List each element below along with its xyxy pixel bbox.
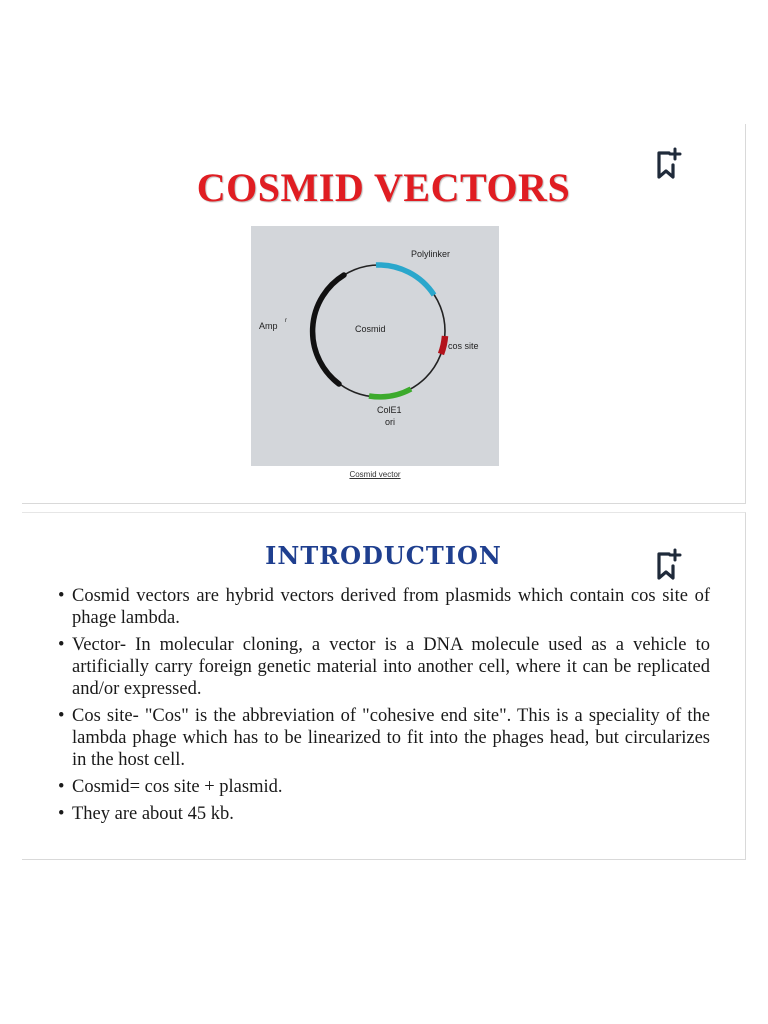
cosmid-diagram — [251, 226, 499, 466]
save-slide-button[interactable] — [650, 144, 690, 184]
bullet-item: • Cosmid= cos site + plasmid. — [58, 776, 710, 798]
bullet-item: • Cos site- "Cos" is the abbreviation of "cohesive end site". This is a speciality of the lambda phage which has to be linearized to fit into the phages head, but circularizes in the host cell. — [58, 705, 710, 771]
slide-introduction — [22, 512, 746, 860]
cole1-ori-arc — [369, 389, 411, 397]
diagram-caption — [251, 470, 499, 479]
bookmark-add-icon — [653, 546, 687, 584]
amp-label: Amp — [259, 321, 278, 331]
bullet-item: • Vector- In molecular cloning, a vector is a DNA molecule used as a vehicle to artificially carry foreign genetic material into another cell, where it can be replicated and/or expressed. — [58, 634, 710, 700]
slide-title: INTRODUCTION — [265, 541, 502, 570]
cole1-label: ColE1 — [377, 405, 402, 415]
amp-superscript: r — [285, 318, 287, 324]
ori-label: ori — [385, 417, 396, 427]
bullet-item: • Cosmid vectors are hybrid vectors derived from plasmids which contain cos site of phage lambda. — [58, 585, 710, 629]
slide-title: COSMID VECTORS — [196, 165, 571, 210]
cosmid-center-label: Cosmid — [355, 324, 386, 334]
amp-gene-arc — [313, 275, 344, 384]
bullet-item: • They are about 45 kb. — [58, 803, 710, 825]
cos-site-marker — [441, 336, 445, 354]
diagram-caption-text: Cosmid vector — [349, 470, 401, 479]
save-slide-button[interactable] — [650, 545, 690, 585]
bookmark-add-icon — [653, 145, 687, 183]
polylinker-label: Polylinker — [411, 249, 451, 259]
slide-cosmid-vectors — [22, 124, 746, 504]
cos-site-label: cos site — [448, 341, 479, 351]
introduction-bullets — [58, 585, 710, 830]
polylinker-arc — [376, 265, 434, 295]
